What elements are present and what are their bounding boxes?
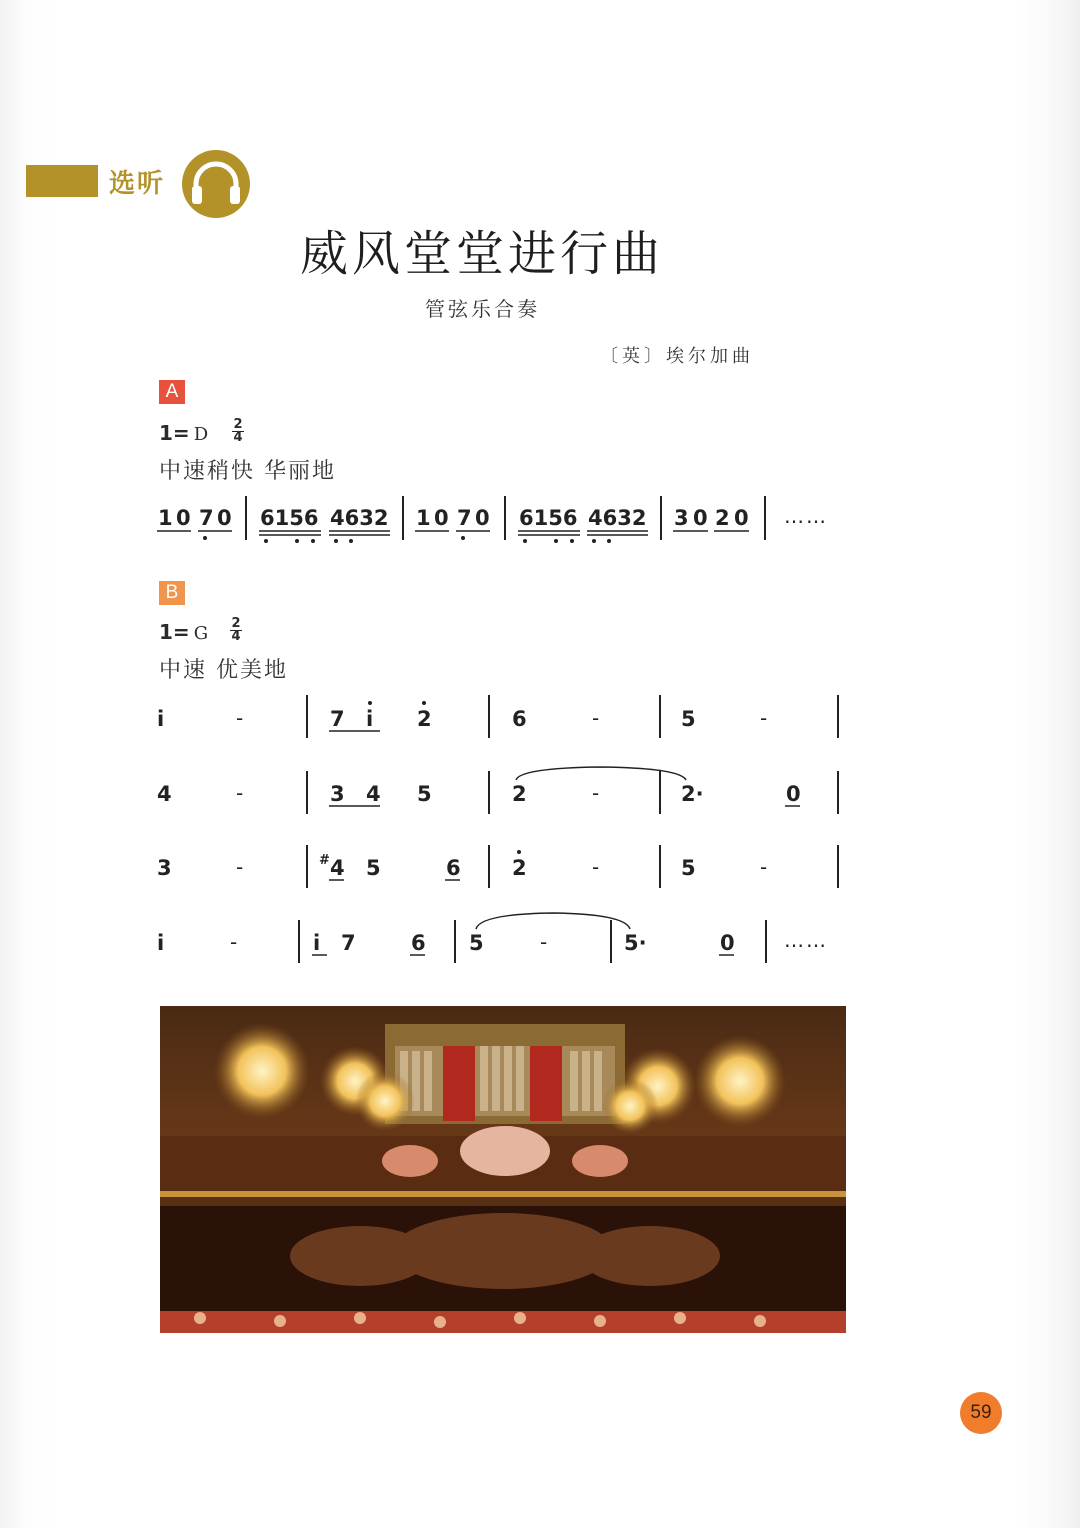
svg-text:0: 0 [176, 506, 191, 530]
svg-text:i: i [157, 707, 165, 731]
svg-text:-: - [760, 855, 768, 879]
section-b-row-2 [157, 767, 838, 814]
key-letter: G [193, 623, 209, 644]
svg-text:3: 3 [330, 782, 345, 806]
svg-text:5: 5 [417, 782, 432, 806]
svg-text:-: - [592, 855, 600, 879]
svg-text:1: 1 [416, 506, 431, 530]
svg-text:5·: 5· [624, 931, 647, 955]
svg-text:-: - [592, 706, 600, 730]
svg-text:i: i [313, 931, 321, 955]
key-prefix: 1= [159, 421, 190, 445]
svg-text:4: 4 [366, 782, 381, 806]
svg-text:0: 0 [693, 506, 708, 530]
page-number: 59 [960, 1392, 1002, 1434]
section-a-tempo: 中速稍快 华丽地 [159, 459, 336, 484]
svg-text:2: 2 [512, 782, 527, 806]
svg-text:7: 7 [330, 707, 345, 731]
svg-text:4: 4 [330, 856, 345, 880]
song-subtitle: 管弦乐合奏 [425, 297, 540, 321]
composer-credit: 〔英〕埃尔加曲 [600, 346, 754, 367]
svg-text:5: 5 [366, 856, 381, 880]
svg-text:6156: 6156 [260, 506, 319, 530]
time-bottom: 4 [231, 629, 241, 644]
section-b-row-4 [157, 913, 828, 963]
svg-text:5: 5 [469, 931, 484, 955]
svg-text:0: 0 [734, 506, 749, 530]
svg-text:-: - [592, 781, 600, 805]
measure-a2 [259, 506, 390, 543]
svg-text:-: - [236, 855, 244, 879]
svg-text:i: i [157, 931, 165, 955]
section-a-notation [157, 496, 828, 543]
svg-text:#: # [319, 853, 330, 868]
section-b-row-1 [157, 695, 838, 738]
svg-text:-: - [540, 930, 548, 954]
time-top: 2 [233, 417, 243, 432]
measure-a5 [673, 506, 749, 531]
measure-a3 [415, 506, 490, 540]
key-prefix: 1= [159, 620, 190, 644]
svg-text:-: - [760, 706, 768, 730]
svg-text:3: 3 [157, 856, 172, 880]
svg-text:2: 2 [715, 506, 730, 530]
svg-text:1: 1 [158, 506, 173, 530]
svg-text:7: 7 [341, 931, 356, 955]
svg-text:0: 0 [217, 506, 232, 530]
svg-text:0: 0 [475, 506, 490, 530]
svg-text:0: 0 [720, 931, 735, 955]
svg-text:6156: 6156 [519, 506, 578, 530]
svg-text:-: - [230, 930, 238, 954]
measure-a1 [157, 506, 232, 540]
svg-text:5: 5 [681, 707, 696, 731]
key-letter: D [193, 424, 209, 445]
svg-text:0: 0 [434, 506, 449, 530]
time-top: 2 [231, 616, 241, 631]
svg-text:6: 6 [512, 707, 527, 731]
section-label: 选听 [109, 169, 166, 199]
svg-text:6: 6 [446, 856, 461, 880]
svg-text:4632: 4632 [330, 506, 389, 530]
svg-text:2·: 2· [681, 782, 704, 806]
section-a-badge: A [159, 380, 185, 404]
svg-text:4: 4 [157, 782, 172, 806]
svg-text:0: 0 [786, 782, 801, 806]
svg-text:2: 2 [512, 856, 527, 880]
section-b-tempo: 中速 优美地 [159, 658, 288, 683]
song-title: 威风堂堂进行曲 [300, 226, 665, 282]
continuation-ellipsis: …… [784, 928, 828, 952]
section-b-row-3 [157, 845, 838, 888]
time-bottom: 4 [233, 430, 243, 445]
section-b-badge: B [159, 581, 185, 605]
measure-a4 [518, 506, 648, 543]
svg-text:-: - [236, 706, 244, 730]
svg-text:4632: 4632 [588, 506, 647, 530]
svg-text:6: 6 [411, 931, 426, 955]
svg-text:3: 3 [674, 506, 689, 530]
svg-text:5: 5 [681, 856, 696, 880]
svg-text:i: i [366, 707, 374, 731]
svg-text:7: 7 [457, 506, 472, 530]
svg-text:2: 2 [417, 707, 432, 731]
concert-hall-photo [160, 1006, 846, 1333]
continuation-ellipsis: …… [784, 504, 828, 528]
svg-text:-: - [236, 781, 244, 805]
svg-text:7: 7 [199, 506, 214, 530]
